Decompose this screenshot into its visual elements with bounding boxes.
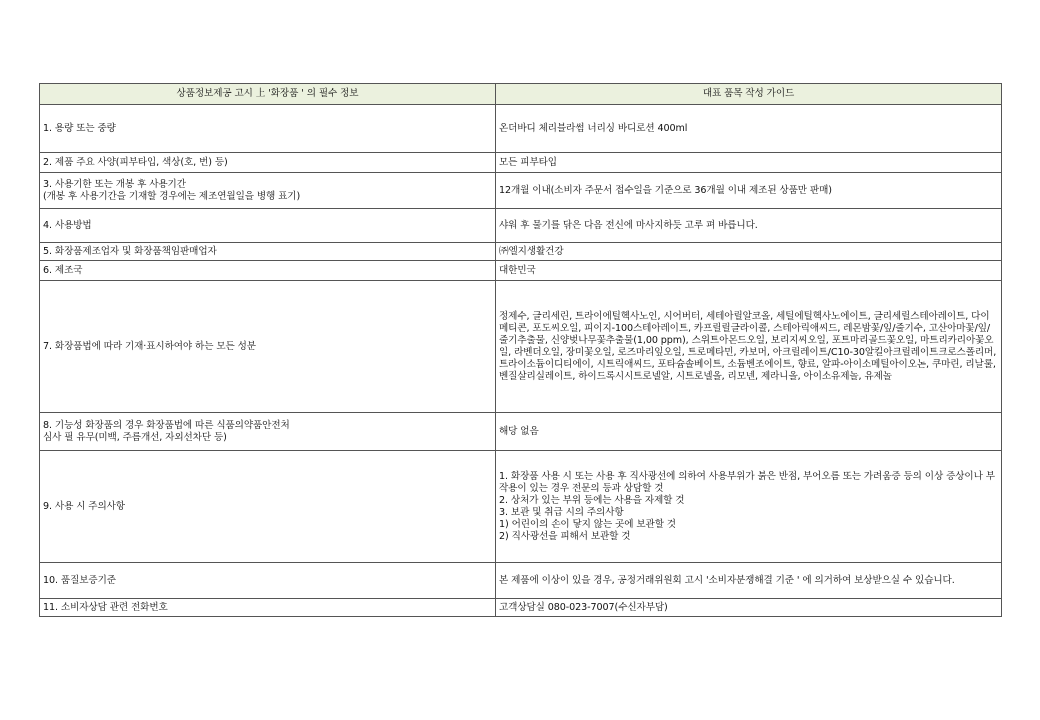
table-row <box>40 105 1002 153</box>
row-label: 9. 사용 시 주의사항 <box>40 451 496 563</box>
table-row <box>40 153 1002 173</box>
table-row <box>40 563 1002 599</box>
row-value: ㈜엘지생활건강 <box>496 243 1002 261</box>
row-value: 샤워 후 물기를 닦은 다음 전신에 마사지하듯 고루 펴 바릅니다. <box>496 209 1002 243</box>
table-row <box>40 413 1002 451</box>
table-header-row <box>40 84 1002 105</box>
row-label: 8. 기능성 화장품의 경우 화장품법에 따른 식품의약품안전처 심사 필 유무(미백, 주름개선, 자외선차단 등) <box>40 413 496 451</box>
row-label: 6. 제조국 <box>40 261 496 281</box>
row-value: 고객상담실 080-023-7007(수신자부담) <box>496 599 1002 617</box>
header-required-info: 상품정보제공 고시 上 '화장품 ' 의 필수 정보 <box>40 84 496 105</box>
row-label: 11. 소비자상담 관련 전화번호 <box>40 599 496 617</box>
row-label: 5. 화장품제조업자 및 화장품책임판매업자 <box>40 243 496 261</box>
row-value: 모든 피부타입 <box>496 153 1002 173</box>
table-row <box>40 261 1002 281</box>
header-writing-guide: 대표 품목 작성 가이드 <box>496 84 1002 105</box>
row-value: 해당 없음 <box>496 413 1002 451</box>
row-value: 온더바디 체리블라썸 너리싱 바디로션 400ml <box>496 105 1002 153</box>
table-row <box>40 281 1002 413</box>
row-label: 3. 사용기한 또는 개봉 후 사용기간 (개봉 후 사용기간을 기재할 경우에는 제조연월일을 병행 표기) <box>40 173 496 209</box>
row-label: 10. 품질보증기준 <box>40 563 496 599</box>
table-row <box>40 243 1002 261</box>
table-row <box>40 173 1002 209</box>
table-row <box>40 451 1002 563</box>
row-label: 2. 제품 주요 사양(피부타입, 색상(호, 번) 등) <box>40 153 496 173</box>
row-value: 1. 화장품 사용 시 또는 사용 후 직사광선에 의하여 사용부위가 붉은 반점, 부어오름 또는 가려움증 등의 이상 증상이나 부작용이 있는 경우 전문의 등과 상담할 것 2. 상처가 있는 부위 등에는 사용을 자제할 것 3. 보관 및 취급 시의 주의사항 1) 어린이의 손이 닿지 않는 곳에 보관할 것 2) 직사광선을 피해서 보관할 것 <box>496 451 1002 563</box>
row-value: 본 제품에 이상이 있을 경우, 공정거래위원회 고시 '소비자분쟁해결 기준 ' 에 의거하여 보상받으실 수 있습니다. <box>496 563 1002 599</box>
row-value: 정제수, 글리세린, 트라이에틸헥사노인, 시어버터, 세테아릴알코올, 세틸에틸헥사노에이트, 글리세릴스테아레이트, 다이메티콘, 포도씨오일, 피이지-100스테아레이트, 카프릴릴글라이콜, 스테아릭애씨드, 레몬밤꽃/잎/줄기수, 고산아마꽃/잎/줄기추출물, 신양벚나무꽃추출물(1,00 ppm), 스위트아몬드오일, 보리지씨오일, 포트마리골드꽃오일, 마트리카리아꽃오일, 라벤더오일, 장미꽃오일, 로즈마리잎오일, 트로메타민, 카보머, 아크릴레이트/C10-30알킬아크릴레이트크로스폴리머, 트라이소듐이디티에이, 시트릭애씨드, 포타슘솔베이트, 소듐벤조에이트, 향료, 알파-아이소메틸아이오논, 쿠마린, 리날룰, 벤질살리실레이트, 하이드록시시트로넬알, 시트로넬올, 리모넨, 제라니올, 아이소유제놀, 유제놀 <box>496 281 1002 413</box>
row-label: 4. 사용방법 <box>40 209 496 243</box>
row-value: 12개월 이내(소비자 주문서 접수일을 기준으로 36개월 이내 제조된 상품만 판매) <box>496 173 1002 209</box>
row-label: 7. 화장품법에 따라 기재·표시하여야 하는 모든 성분 <box>40 281 496 413</box>
row-label: 1. 용량 또는 중량 <box>40 105 496 153</box>
row-value: 대한민국 <box>496 261 1002 281</box>
product-info-table <box>39 83 1002 617</box>
table-row <box>40 209 1002 243</box>
table-row <box>40 599 1002 617</box>
